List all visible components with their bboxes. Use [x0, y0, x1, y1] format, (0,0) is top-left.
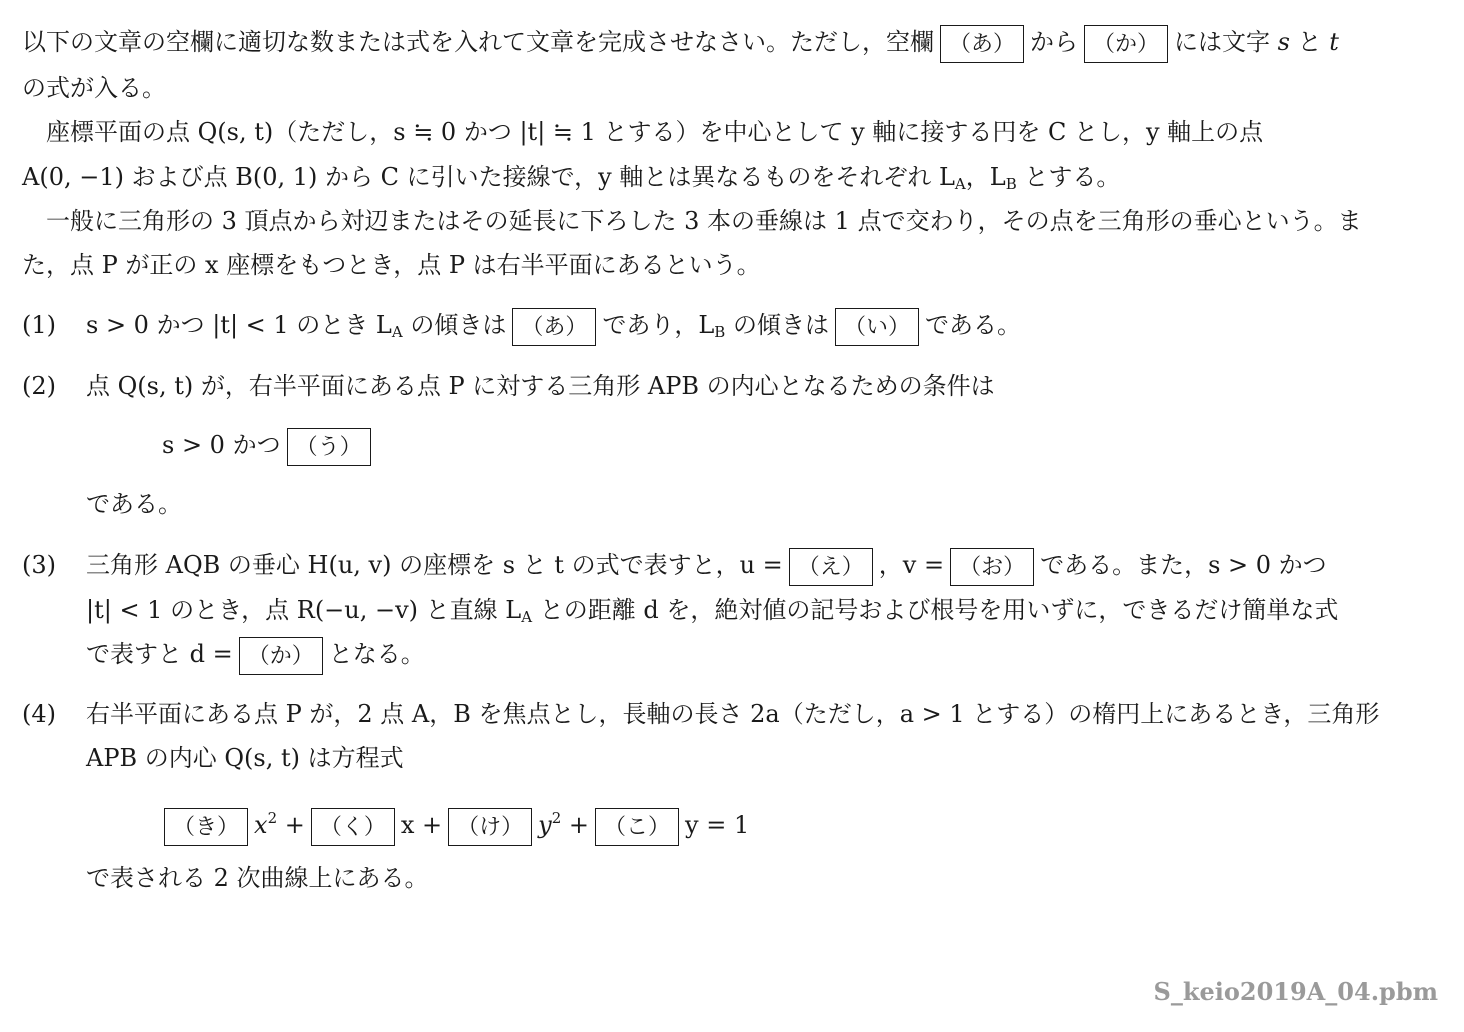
- para2-line-1: 一般に三角形の 3 頂点から対辺またはその延長に下ろした 3 本の垂線は 1 点で交わり，その点を三角形の垂心という。ま: [22, 207, 1362, 235]
- question-number: (1): [22, 311, 56, 339]
- question-4-line-1: 右半平面にある点 P が，2 点 A，B を焦点とし，長軸の長さ 2a（ただし，a > 1 とする）の楕円上にあるとき，三角形: [86, 700, 1380, 728]
- intro-line-1: [22, 22, 1339, 63]
- blank-ka-box: （か）: [239, 637, 323, 675]
- question-number: (2): [22, 372, 56, 400]
- q1-text: である。: [924, 311, 1021, 339]
- subscript: B: [1005, 175, 1017, 193]
- superscript: 2: [551, 809, 562, 827]
- question-4-line-2: APB の内心 Q(s, t) は方程式: [86, 744, 404, 772]
- file-label: S_keio2019A_04.pbm: [1153, 977, 1438, 1006]
- intro-line-2: の式が入る。: [22, 74, 166, 102]
- para1-text: ，L: [965, 163, 1006, 191]
- subscript: A: [391, 323, 403, 341]
- q3-text: との距離 d を，絶対値の記号および根号を用いずに，できるだけ簡単な式: [532, 596, 1339, 624]
- question-3-line-3: [86, 634, 425, 675]
- blank-ku-box: （く）: [311, 808, 395, 846]
- blank-i-box: （い）: [835, 308, 919, 346]
- var-s: s: [1277, 28, 1290, 56]
- blank-u-box: （う）: [287, 428, 371, 466]
- q3-text: |t| < 1 のとき，点 R(−u, −v) と直線 L: [86, 596, 522, 624]
- q1-text: であり，L: [602, 311, 715, 339]
- para2-line-2: た，点 P が正の x 座標をもつとき，点 P は右半平面にあるという。: [22, 251, 761, 279]
- q3-text: で表すと d =: [86, 640, 233, 668]
- var-y: y: [538, 811, 552, 839]
- question-2-line-1: 点 Q(s, t) が，右半平面にある点 P に対する三角形 APB の内心となるための条件は: [86, 372, 995, 400]
- blank-o-box: （お）: [950, 548, 1034, 586]
- question-2-condition: [162, 425, 377, 466]
- intro-text: には文字: [1174, 28, 1271, 56]
- equation-term: x +: [400, 811, 443, 839]
- subscript: A: [521, 608, 533, 626]
- q3-text: 三角形 AQB の垂心 H(u, v) の座標を s と t の式で表すと，u =: [86, 551, 783, 579]
- para1-line-2: [22, 157, 1120, 204]
- var-x: x: [254, 811, 268, 839]
- var-t: t: [1329, 28, 1339, 56]
- intro-text: 以下の文章の空欄に適切な数または式を入れて文章を完成させなさい。ただし，空欄: [22, 28, 934, 56]
- question-number: (3): [22, 551, 56, 579]
- question-1: [86, 305, 1021, 352]
- blank-e-box: （え）: [789, 548, 873, 586]
- blank-ko-box: （こ）: [595, 808, 679, 846]
- blank-ki-box: （き）: [164, 808, 248, 846]
- question-3-line-1: [86, 545, 1327, 586]
- question-number: (4): [22, 700, 56, 728]
- question-2-line-3: である。: [86, 490, 182, 518]
- q3-text: である。また，s > 0 かつ: [1040, 551, 1327, 579]
- blank-ke-box: （け）: [448, 808, 532, 846]
- q1-text: の傾きは: [725, 311, 829, 339]
- intro-text: から: [1030, 28, 1079, 56]
- para1-text: とする。: [1016, 163, 1121, 191]
- intro-text: と: [1297, 28, 1322, 56]
- question-4-line-4: で表される 2 次曲線上にある。: [86, 864, 429, 892]
- subscript: A: [954, 175, 966, 193]
- equation: [158, 798, 749, 846]
- para1-text: A(0, −1) および点 B(0, 1) から C に引いた接線で，y 軸とは異なるものをそれぞれ L: [22, 163, 955, 191]
- subscript: B: [714, 323, 726, 341]
- operator: +: [561, 811, 590, 839]
- operator: +: [277, 811, 305, 839]
- q2-text: s > 0 かつ: [162, 431, 281, 459]
- question-3-line-2: [86, 590, 1338, 637]
- blank-ka-box: （か）: [1084, 25, 1168, 63]
- equation-term: y = 1: [685, 811, 750, 839]
- para1-line-1: 座標平面の点 Q(s, t)（ただし，s ≒ 0 かつ |t| ≒ 1 とする）を中心として y 軸に接する円を C とし，y 軸上の点: [22, 118, 1264, 146]
- superscript: 2: [267, 809, 278, 827]
- q1-text: の傾きは: [402, 311, 507, 339]
- q1-text: s > 0 かつ |t| < 1 のとき L: [86, 311, 392, 339]
- blank-a-box: （あ）: [940, 25, 1024, 63]
- blank-a-box: （あ）: [512, 308, 596, 346]
- q3-text: ，v =: [878, 551, 945, 579]
- q3-text: となる。: [328, 640, 425, 668]
